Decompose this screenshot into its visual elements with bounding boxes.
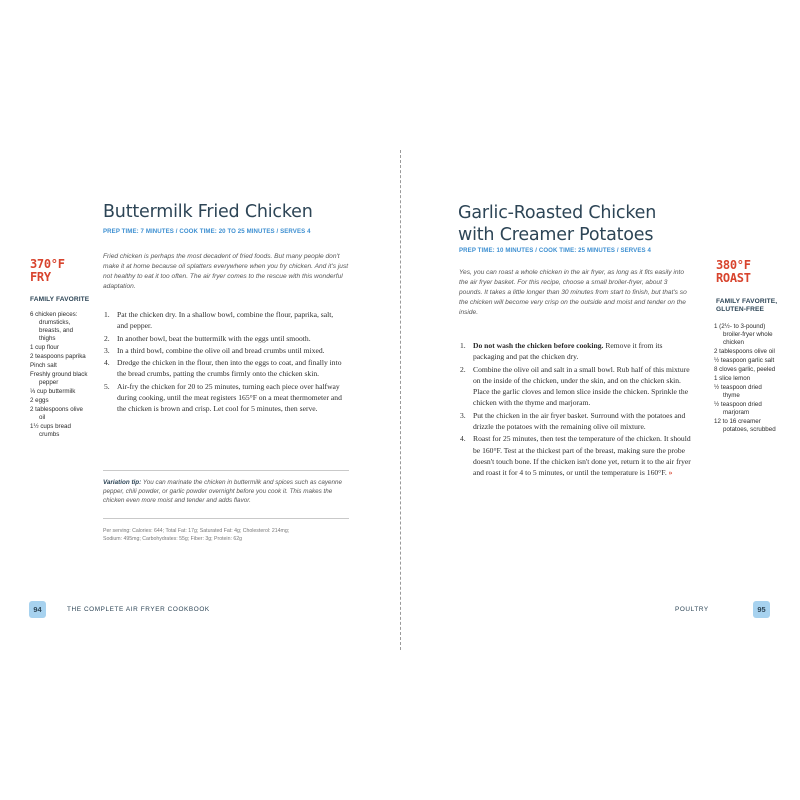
step-number: 5. xyxy=(104,381,110,391)
cooking-temperature xyxy=(716,259,751,285)
ingredient-item: 1 cup flour xyxy=(30,344,59,351)
step-item xyxy=(104,381,342,415)
step-text: In a third bowl, combine the olive oil and bread crumbs until mixed. xyxy=(117,345,325,355)
nutrition-line-2: Sodium: 495mg; Carbohydrates: 55g; Fiber: 3g; Protein: 62g xyxy=(103,536,242,542)
ingredient-item: 1 slice lemon xyxy=(714,375,751,382)
ingredient-item: 2 eggs xyxy=(30,397,49,404)
step-number: 3. xyxy=(104,345,110,355)
recipe-meta: PREP TIME: 10 MINUTES / COOK TIME: 25 MINUTES / SERVES 4 xyxy=(459,247,651,254)
recipe-steps xyxy=(460,340,692,480)
cooking-method: FRY xyxy=(30,270,51,284)
page-number-badge: 94 xyxy=(29,601,46,618)
step-item xyxy=(460,340,692,363)
recipe-label-line-2: GLUTEN-FREE xyxy=(716,306,764,313)
step-number: 2. xyxy=(104,333,110,343)
ingredient-item: ½ teaspoon garlic salt xyxy=(714,357,775,364)
ingredient-item: Freshly ground black pepper xyxy=(30,371,88,386)
step-item xyxy=(104,357,342,380)
ingredient-list xyxy=(30,311,88,440)
ingredient-item: 2 teaspoons paprika xyxy=(30,353,86,360)
cooking-temperature xyxy=(30,258,65,284)
recipe-steps xyxy=(104,309,342,416)
step-number: 3. xyxy=(460,410,466,420)
variation-tip xyxy=(103,478,347,505)
recipe-title-line-1: Garlic-Roasted Chicken xyxy=(458,203,657,223)
temperature-value: 370°F xyxy=(30,257,65,271)
step-number: 4. xyxy=(460,434,466,444)
right-page xyxy=(401,0,800,800)
step-text: Roast for 25 minutes, then test the temperature of the chicken. It should be 160°F. Test at the thickest part of the breast, making sure the probe doesn't touch bone. If the chicken isn't done yet, return it to the air fryer and roast it for 4 to 5 minutes, or until the temperature is 160°F. xyxy=(473,434,691,478)
ingredient-item: ⅓ cup buttermilk xyxy=(30,388,76,395)
ingredient-item: 1½ cups bread crumbs xyxy=(30,423,71,438)
recipe-label-line-1: FAMILY FAVORITE, xyxy=(716,298,778,305)
ingredient-item: 2 tablespoons olive oil xyxy=(30,406,83,421)
running-head: POULTRY xyxy=(675,606,709,613)
recipe-meta: PREP TIME: 7 MINUTES / COOK TIME: 20 TO 25 MINUTES / SERVES 4 xyxy=(103,228,311,235)
page-number-badge: 95 xyxy=(753,601,770,618)
continued-arrow-icon: » xyxy=(668,468,673,478)
ingredient-item: 1 (2½- to 3-pound) broiler-fryer whole chicken xyxy=(714,323,773,346)
step-item xyxy=(460,364,692,409)
ingredient-item: 8 cloves garlic, peeled xyxy=(714,366,776,373)
recipe-intro: Fried chicken is perhaps the most decadent of fried foods. But many people don't make it at home because oil splatters everywhere when you fry chicken. And it's just not healthy to eat it too often. The air fryer comes to the rescue with this wonderful adaptation. xyxy=(103,253,349,290)
step-text: Dredge the chicken in the flour, then into the eggs to coat, and finally into the bread crumbs, patting the crumbs firmly onto the chicken skin. xyxy=(117,358,342,379)
tip-text: You can marinate the chicken in buttermilk and spices such as cayenne pepper, chili powder, or garlic powder overnight before you cook it. This makes the chicken even more moist and tender and adds flavor. xyxy=(103,479,343,504)
step-number: 4. xyxy=(104,358,110,368)
recipe-title: Buttermilk Fried Chicken xyxy=(103,202,313,222)
step-text: Combine the olive oil and salt in a small bowl. Rub half of this mixture on the inside of the chicken, under the skin, and on the chicken skin. Place the garlic cloves and lemon slice inside the chicken. Sprinkle the chicken with the thyme and marjoram. xyxy=(473,364,690,408)
step-text: Air-fry the chicken for 20 to 25 minutes, turning each piece over halfway during cooking, until the meat registers 165°F on a meat thermometer and the chicken is brown and crisp. Let cool for 5 minutes, then serve. xyxy=(117,381,342,414)
step-warning: Do not wash the chicken before cooking. xyxy=(473,341,604,350)
recipe-title-line-2: with Creamer Potatoes xyxy=(458,225,654,245)
step-number: 1. xyxy=(460,341,466,350)
ingredient-item: ½ teaspoon dried marjoram xyxy=(714,401,762,416)
step-item xyxy=(104,309,342,332)
cooking-method: ROAST xyxy=(716,271,751,285)
ingredient-item: 6 chicken pieces: drumsticks, breasts, and thighs xyxy=(30,311,78,342)
tip-divider-bottom xyxy=(103,518,349,519)
step-text: Pat the chicken dry. In a shallow bowl, combine the flour, paprika, salt, and pepper. xyxy=(117,310,334,331)
recipe-label: FAMILY FAVORITE xyxy=(30,296,90,303)
step-number: 1. xyxy=(104,310,110,319)
tip-divider xyxy=(103,470,349,471)
ingredient-list xyxy=(714,323,778,435)
recipe-label xyxy=(716,298,788,314)
ingredient-item: 2 tablespoons olive oil xyxy=(714,348,775,355)
temperature-value: 380°F xyxy=(716,258,751,272)
ingredient-item: Pinch salt xyxy=(30,362,57,369)
step-item xyxy=(460,410,692,433)
tip-label: Variation tip: xyxy=(103,479,142,486)
ingredient-item: ½ teaspoon dried thyme xyxy=(714,384,762,399)
step-text: Put the chicken in the air fryer basket. Surround with the potatoes and drizzle the potatoes with the remaining olive oil mixture. xyxy=(473,410,686,432)
step-text: In another bowl, beat the buttermilk with the eggs until smooth. xyxy=(117,333,311,343)
recipe-intro: Yes, you can roast a whole chicken in the air fryer, as long as it fits easily into the air fryer basket. For this recipe, choose a small broiler-fryer, about 3 pounds. It takes a little longer than 30 minutes from start to finish, but that's so the chicken will become very crisp on the outside and moist and tender on the inside. xyxy=(459,269,687,316)
nutrition-line-1: Per serving: Calories: 644; Total Fat: 17g; Saturated Fat: 4g; Cholesterol: 214mg; xyxy=(103,528,290,534)
step-text: Remove it from its packaging and pat the chicken dry. xyxy=(473,341,663,362)
running-head: THE COMPLETE AIR FRYER COOKBOOK xyxy=(67,606,210,613)
step-item xyxy=(104,333,342,344)
nutrition-info xyxy=(103,527,349,543)
step-item xyxy=(104,345,342,356)
step-number: 2. xyxy=(460,364,466,374)
recipe-title xyxy=(458,202,656,246)
ingredient-item: 12 to 16 creamer potatoes, scrubbed xyxy=(714,418,776,433)
step-item xyxy=(460,433,692,478)
